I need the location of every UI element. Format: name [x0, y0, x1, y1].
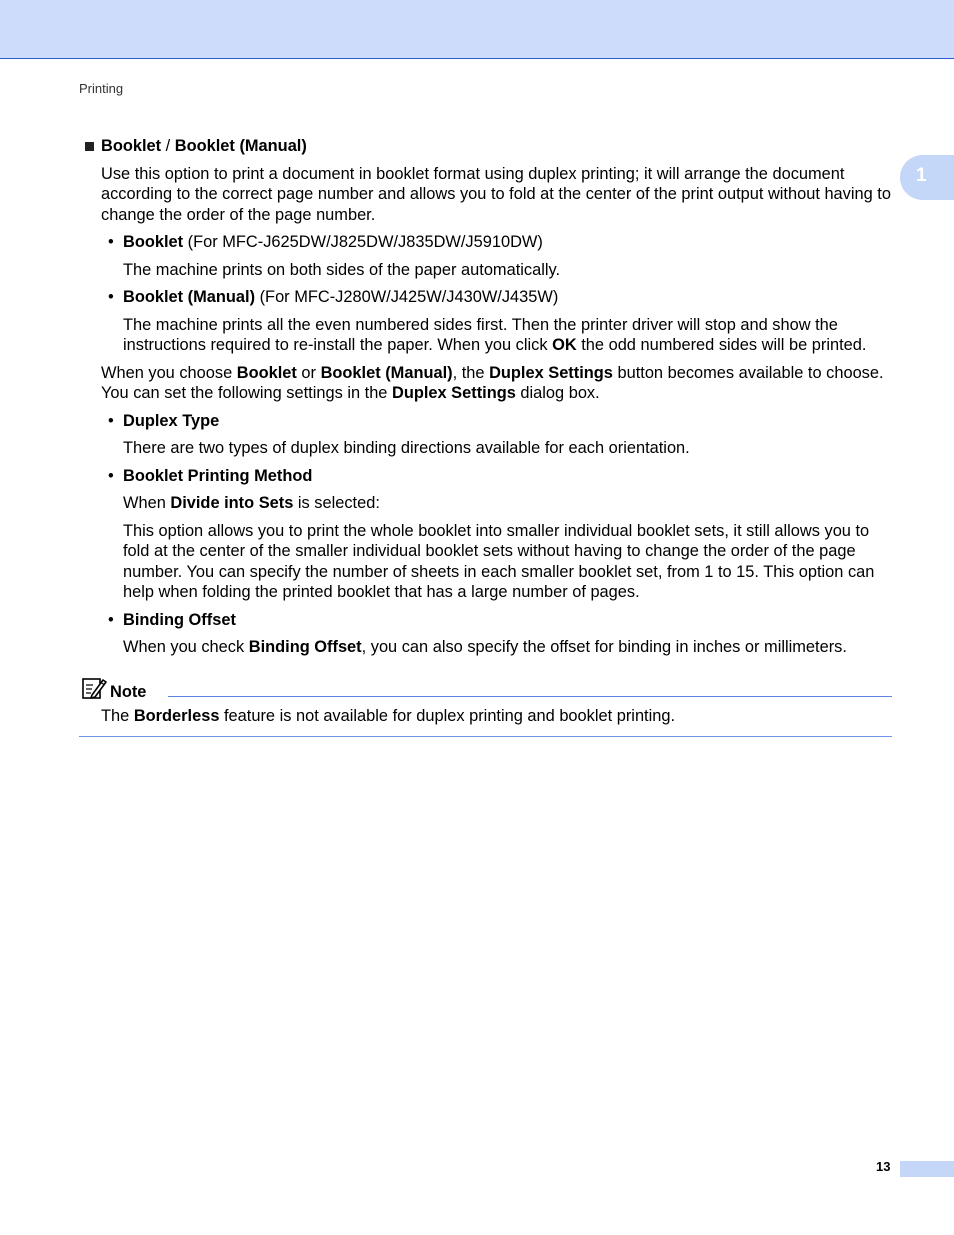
booklet-description: The machine prints on both sides of the paper automatically.	[123, 260, 561, 279]
bullet-booklet-manual: • Booklet (Manual) (For MFC-J280W/J425W/J430W/J435W)	[108, 288, 559, 306]
booklet-manual-description: The machine prints all the even numbered sides first. Then the printer driver will stop and show the instructions required to re-install the paper. When you click OK the odd numbered sides will be printed.	[123, 315, 867, 354]
bullet-dot: •	[108, 233, 114, 251]
header-band	[0, 0, 954, 59]
note-box	[79, 676, 892, 737]
note-divider	[168, 696, 892, 697]
printing-method-description: This option allows you to print the whole booklet into smaller individual booklet sets, it still allows you to fold at the center of the smaller individual booklet sets without having to change the order of the page number. You can specify the number of sheets in each smaller booklet set, from 1 to 15. This option can help when folding the printed booklet that has a large number of pages.	[123, 521, 875, 601]
bullet-dot: •	[108, 288, 114, 306]
bullet-binding-offset: • Binding Offset	[108, 610, 236, 629]
note-text: The Borderless feature is not available for duplex printing and booklet printing.	[101, 707, 676, 725]
section-intro: Use this option to print a document in booklet format using duplex printing; it will arrange the document according to the correct page number and allows you to fold at the center of the print output without having to change the order of the page number.	[101, 164, 891, 224]
binding-offset-description: When you check Binding Offset, you can also specify the offset for binding in inches or millimeters.	[123, 638, 847, 656]
running-head: Printing	[79, 81, 124, 96]
duplex-settings-paragraph: When you choose Booklet or Booklet (Manual), the Duplex Settings button becomes available to choose. You can set the following settings in the Duplex Settings dialog box.	[101, 363, 884, 402]
page-number-bar	[900, 1161, 954, 1177]
bullet-dot: •	[108, 466, 114, 485]
main-content	[101, 136, 893, 665]
bullet-booklet: • Booklet (For MFC-J625DW/J825DW/J835DW/J5910DW)	[108, 233, 543, 251]
bullet-booklet-printing-method: • Booklet Printing Method	[108, 466, 313, 485]
page-number: 13	[876, 1159, 891, 1174]
bullet-duplex-type: • Duplex Type	[108, 411, 220, 430]
note-pencil-icon	[81, 676, 107, 700]
divide-into-sets-line: When Divide into Sets is selected:	[123, 494, 380, 512]
note-label: Note	[110, 683, 147, 701]
square-bullet-icon	[85, 142, 94, 151]
section-heading: Booklet / Booklet (Manual)	[101, 136, 893, 157]
bullet-dot: •	[108, 411, 114, 430]
chapter-number: 1	[916, 165, 927, 186]
duplex-type-description: There are two types of duplex binding directions available for each orientation.	[123, 439, 690, 457]
bullet-dot: •	[108, 610, 114, 629]
chapter-tab	[900, 155, 954, 200]
